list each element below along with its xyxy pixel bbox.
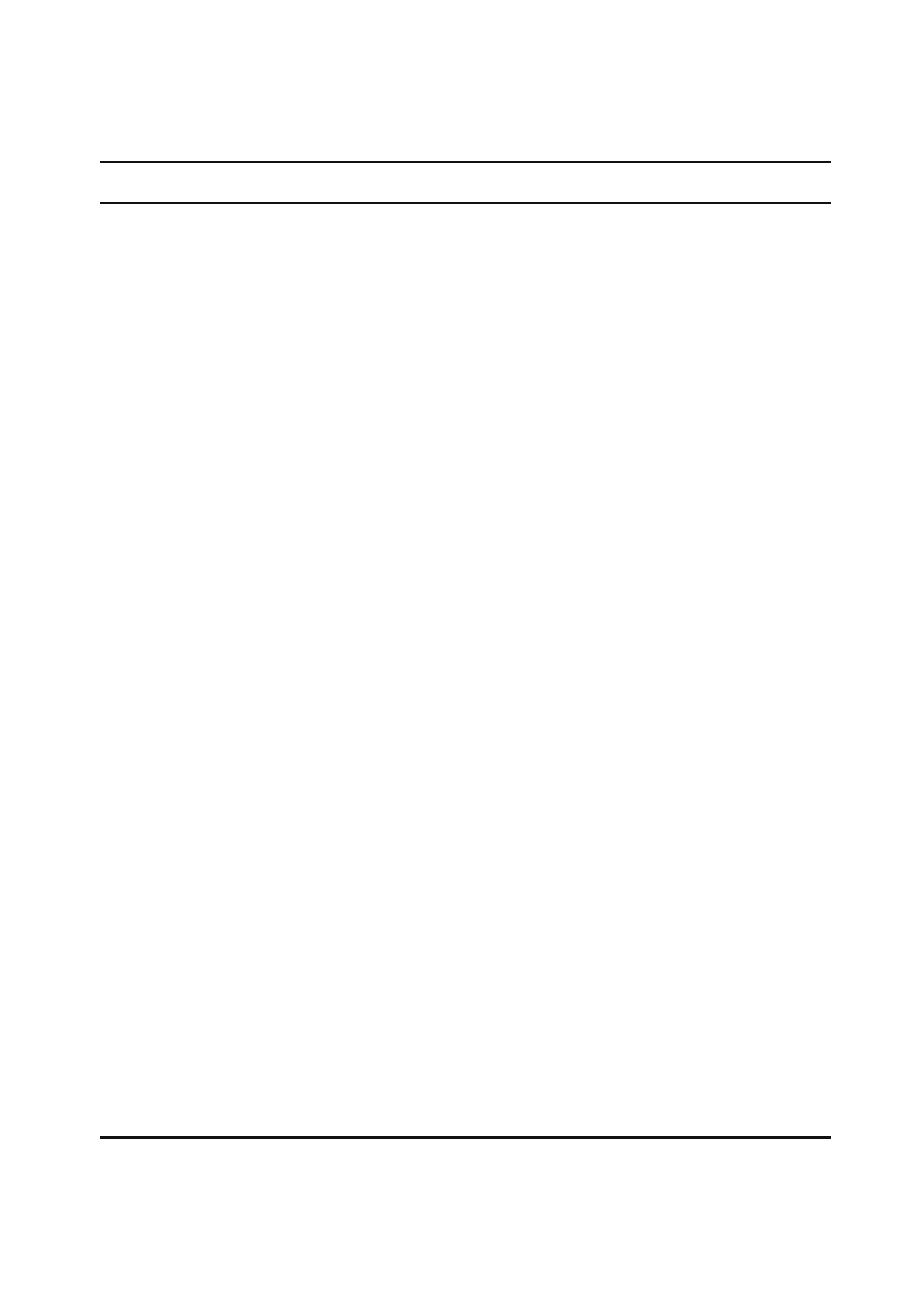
bottom-rule: [100, 1136, 831, 1139]
header-rule: [100, 202, 831, 204]
top-rule: [100, 161, 831, 163]
